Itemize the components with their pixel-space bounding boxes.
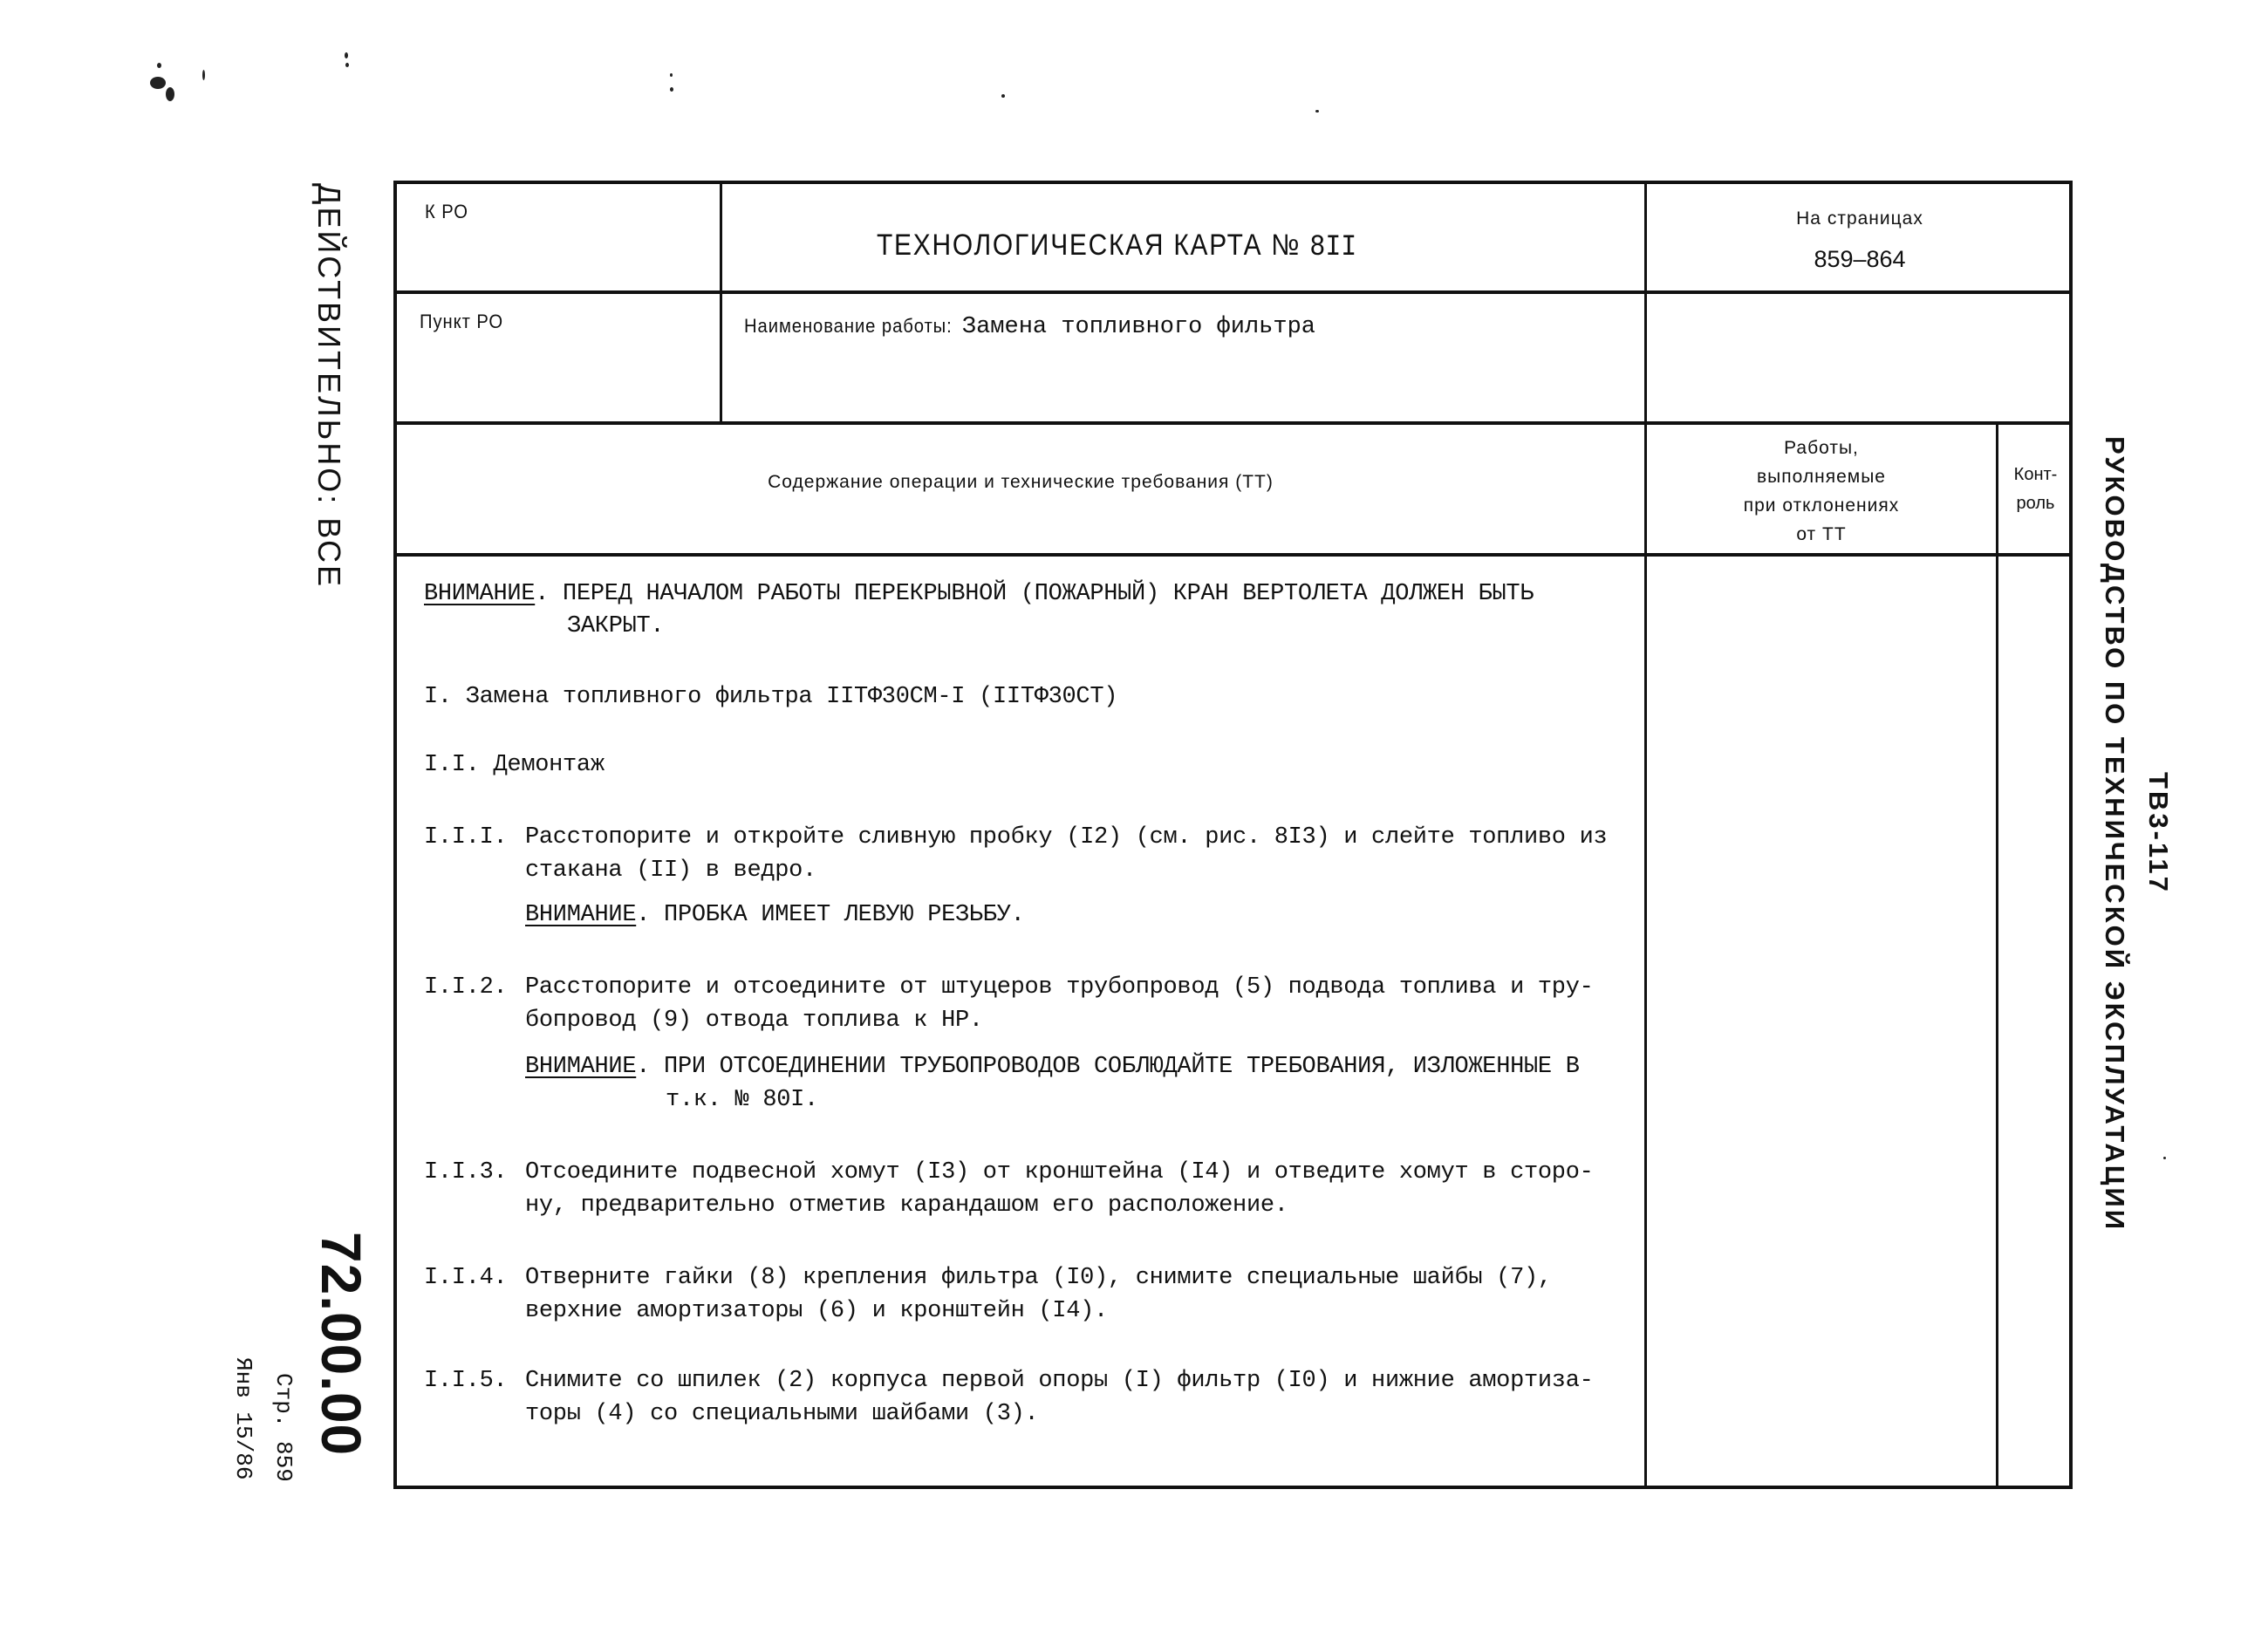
column-header-content: Содержание операции и технические требования (ТТ): [768, 472, 1274, 492]
engine-model: ТВ3-117: [2143, 772, 2174, 894]
scan-noise: [202, 70, 205, 80]
card-title-text: ТЕХНОЛОГИЧЕСКАЯ КАРТА №: [877, 229, 1301, 262]
column-header-control: [1998, 461, 2073, 518]
scan-noise: [166, 87, 174, 101]
deviations-line: Работы,: [1784, 438, 1859, 458]
warning-label: ВНИМАНИЕ: [525, 1054, 637, 1080]
step-number: I.I.2.: [424, 974, 508, 1001]
step-text: Отсоедините подвесной хомут (I3) от кронштейна (I4) и отведите хомут в сторо-: [525, 1159, 1594, 1185]
step-text: Отверните гайки (8) крепления фильтра (I0), снимите специальные шайбы (7),: [525, 1265, 1552, 1291]
column-divider: [1996, 423, 1998, 1489]
document-code: 72.00.00: [310, 1232, 372, 1457]
step-text: ну, предварительно отметив карандашом его расположение.: [525, 1192, 1288, 1219]
pages-range: 859–864: [1814, 246, 1906, 272]
row-divider: [393, 290, 2073, 294]
step-text: верхние амортизаторы (6) и кронштейн (I4).: [525, 1298, 1108, 1324]
step-text: Расстопорите и откройте сливную пробку (I2) (см. рис. 8I3) и слейте топливо из: [525, 824, 1608, 851]
scan-noise: [670, 87, 673, 92]
step-text: бопровод (9) отвода топлива к НР.: [525, 1008, 983, 1034]
row-divider: [393, 553, 2073, 557]
step-number: I.I.3.: [424, 1159, 508, 1185]
scan-noise: [150, 77, 166, 89]
scan-noise: [1001, 94, 1005, 98]
validity-label: ДЕЙСТВИТЕЛЬНО: ВСЕ: [311, 183, 347, 590]
deviations-line: при отклонениях: [1743, 495, 1900, 516]
step-text: торы (4) со специальными шайбами (3).: [525, 1401, 1039, 1427]
column-header-deviations: [1647, 434, 1996, 549]
column-divider: [1644, 181, 1647, 1489]
step-number: I.I.5.: [424, 1368, 508, 1394]
scan-noise: [670, 73, 673, 77]
step-number: I.I.I.: [424, 824, 508, 851]
step-text: Расстопорите и отсоедините от штуцеров трубопровод (5) подвода топлива и тру-: [525, 974, 1594, 1001]
warning-label: ВНИМАНИЕ: [424, 581, 536, 607]
step-warning: [525, 1054, 1580, 1080]
step-warning: [525, 902, 1025, 928]
pages-label: На страницах: [1796, 208, 1923, 229]
manual-title: РУКОВОДСТВО ПО ТЕХНИЧЕСКОЙ ЭКСПЛУАТАЦИИ: [2100, 436, 2130, 1232]
step-warning-continuation: т.к. № 80I.: [666, 1087, 818, 1113]
step-number: I.I.4.: [424, 1265, 508, 1291]
control-line: роль: [2016, 494, 2055, 513]
main-warning-line: [424, 581, 1534, 607]
deviations-line: от ТТ: [1796, 524, 1847, 544]
scan-noise: [157, 63, 161, 68]
step-text: стакана (II) в ведро.: [525, 857, 816, 884]
column-divider: [720, 181, 722, 423]
punkt-ro-label: Пункт РО: [420, 311, 503, 332]
main-warning-line-2: ЗАКРЫТ.: [567, 613, 665, 639]
work-name-value: Замена топливного фильтра: [961, 314, 1315, 340]
scan-noise: [1315, 110, 1319, 113]
row-divider: [393, 421, 2073, 425]
revision-date-label: Янв 15/86: [230, 1357, 256, 1480]
deviations-line: выполняемые: [1757, 467, 1886, 487]
warning-label: ВНИМАНИЕ: [525, 902, 637, 928]
step-text: Снимите со шпилек (2) корпуса первой опоры (I) фильтр (I0) и нижние амортиза-: [525, 1368, 1594, 1394]
page-number-label: Стр. 859: [270, 1373, 297, 1482]
warning-text: . ПЕРЕД НАЧАЛОМ РАБОТЫ ПЕРЕКРЫВНОЙ (ПОЖАРНЫЙ) КРАН ВЕРТОЛЕТА ДОЛЖЕН БЫТЬ: [535, 581, 1534, 607]
warning-text: . ПРИ ОТСОЕДИНЕНИИ ТРУБОПРОВОДОВ СОБЛЮДАЙТЕ ТРЕБОВАНИЯ, ИЗЛОЖЕННЫЕ В: [636, 1054, 1580, 1080]
card-number: 8II: [1309, 231, 1357, 264]
scan-noise: [345, 63, 349, 67]
section-heading: I. Замена топливного фильтра IIТФ30СМ-I (IIТФ30СТ): [424, 684, 1118, 710]
work-name: [744, 311, 1315, 344]
subsection-heading: I.I. Демонтаж: [424, 752, 605, 778]
card-title: [877, 229, 1356, 264]
work-name-label: Наименование работы:: [744, 315, 953, 337]
k-ro-label: К РО: [425, 201, 468, 222]
scan-noise: [345, 52, 348, 58]
warning-text: . ПРОБКА ИМЕЕТ ЛЕВУЮ РЕЗЬБУ.: [636, 902, 1025, 928]
control-line: Конт-: [2013, 465, 2058, 484]
scan-noise: [2163, 1157, 2166, 1159]
